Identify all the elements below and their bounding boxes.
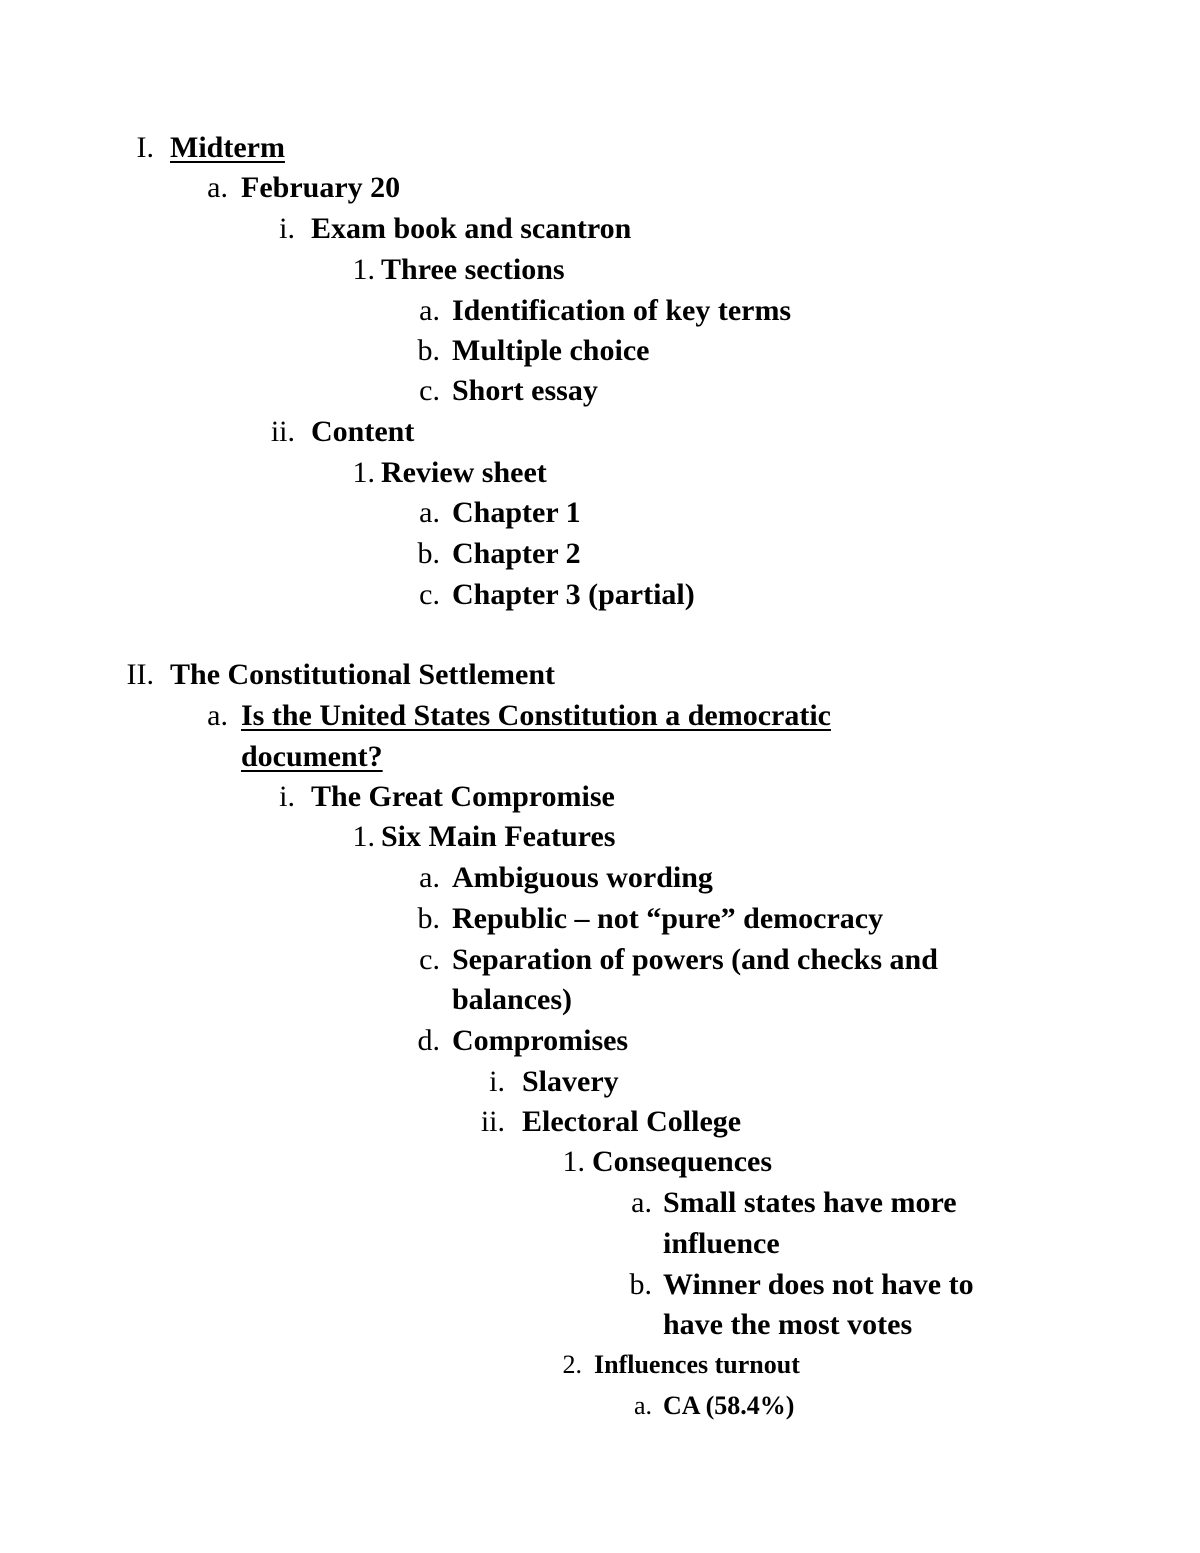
outline-marker: a. xyxy=(633,1391,652,1420)
outline-text: Multiple choice xyxy=(452,334,650,367)
outline-text: Identification of key terms xyxy=(452,294,792,327)
outline-marker: a. xyxy=(207,699,228,732)
outline-text: balances) xyxy=(452,983,572,1016)
outline-text: Electoral College xyxy=(522,1105,742,1138)
outline-marker: I. xyxy=(136,131,154,164)
outline-marker: c. xyxy=(419,943,440,976)
outline-marker: a. xyxy=(419,861,440,894)
outline-text: Separation of powers (and checks and xyxy=(452,943,938,976)
outline-text: Consequences xyxy=(592,1145,773,1178)
outline-text: Compromises xyxy=(452,1024,629,1057)
outline-marker: 1. xyxy=(352,253,375,286)
outline-marker: 2. xyxy=(562,1350,582,1379)
outline-marker: i. xyxy=(489,1065,505,1098)
outline-text: Slavery xyxy=(522,1065,619,1098)
outline-text: Small states have more xyxy=(663,1186,957,1219)
outline-text: Republic – not “pure” democracy xyxy=(452,902,884,935)
outline-text: Six Main Features xyxy=(381,820,616,853)
outline-text: Short essay xyxy=(452,374,598,407)
outline-marker: ii. xyxy=(270,415,295,448)
outline-text: Three sections xyxy=(381,253,565,286)
outline-text: Exam book and scantron xyxy=(311,212,632,245)
outline-marker: 1. xyxy=(352,456,375,489)
outline-text: have the most votes xyxy=(663,1308,913,1341)
outline-text: The Great Compromise xyxy=(311,780,615,813)
outline-marker: b. xyxy=(417,902,440,935)
outline-heading: The Constitutional Settlement xyxy=(170,658,555,691)
outline-marker: b. xyxy=(417,537,440,570)
outline-marker: i. xyxy=(279,212,295,245)
outline-marker: b. xyxy=(417,334,440,367)
outline-marker: c. xyxy=(419,374,440,407)
outline-text: CA (58.4%) xyxy=(663,1391,795,1420)
outline-text: influence xyxy=(663,1227,780,1260)
outline-marker: a. xyxy=(419,496,440,529)
outline-marker: c. xyxy=(419,578,440,611)
outline-text: document? xyxy=(241,740,383,773)
outline-marker: a. xyxy=(207,171,228,204)
outline-marker: i. xyxy=(279,780,295,813)
outline-marker: b. xyxy=(629,1268,652,1301)
outline-marker: a. xyxy=(419,294,440,327)
outline-text: Content xyxy=(311,415,415,448)
outline-text: Chapter 2 xyxy=(452,537,581,570)
outline-text: Influences turnout xyxy=(594,1350,800,1379)
outline-marker: II. xyxy=(126,658,154,691)
outline-text: Is the United States Constitution a democratic xyxy=(241,699,831,732)
outline-marker: d. xyxy=(417,1024,440,1057)
outline-marker: 1. xyxy=(562,1145,585,1178)
outline-marker: 1. xyxy=(352,820,375,853)
outline-text: Ambiguous wording xyxy=(452,861,713,894)
outline-text: Chapter 1 xyxy=(452,496,581,529)
outline-text: February 20 xyxy=(241,171,401,204)
outline-marker: ii. xyxy=(480,1105,505,1138)
outline-text: Review sheet xyxy=(381,456,547,489)
outline-marker: a. xyxy=(631,1186,652,1219)
outline-text: Chapter 3 (partial) xyxy=(452,578,695,611)
outline-heading: Midterm xyxy=(170,131,285,164)
outline-text: Winner does not have to xyxy=(663,1268,974,1301)
